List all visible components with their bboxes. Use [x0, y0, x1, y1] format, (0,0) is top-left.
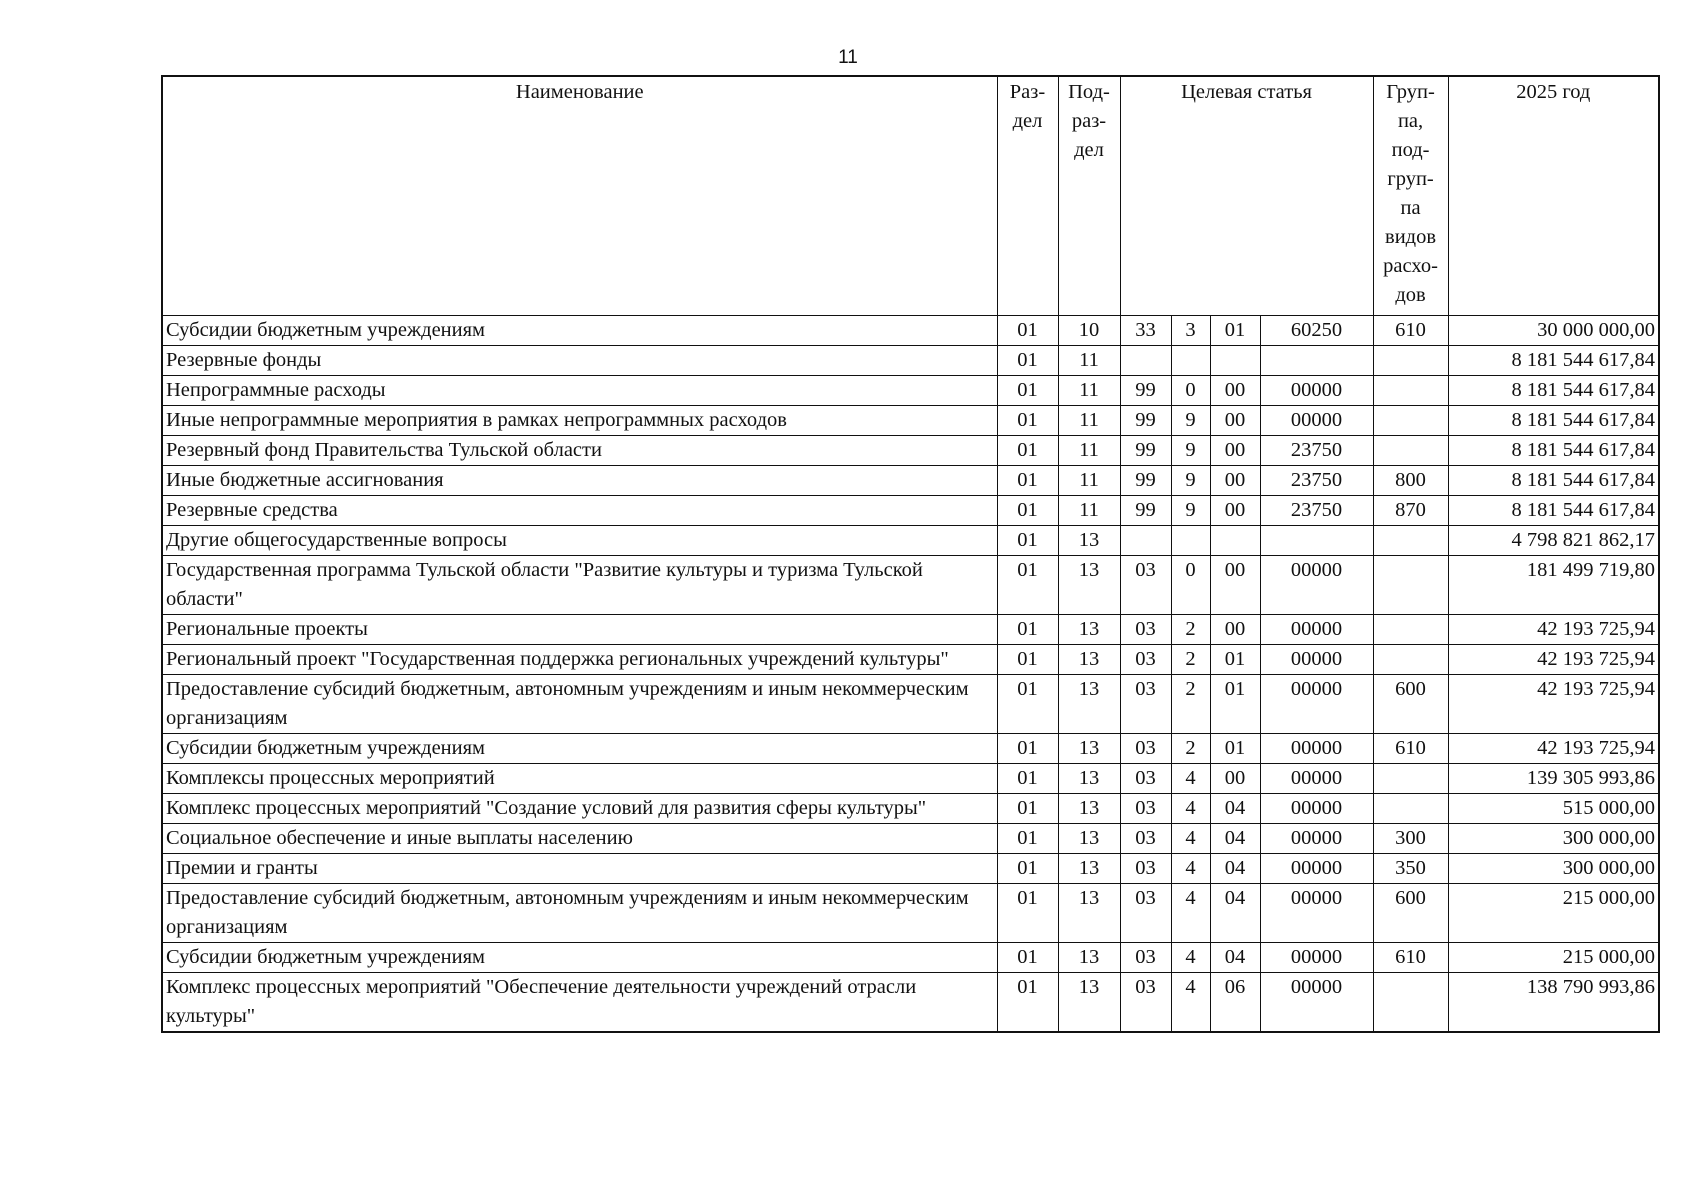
row-name: Резервные фонды [162, 345, 997, 375]
row-target-program: 99 [1120, 405, 1171, 435]
row-podrazdel: 11 [1058, 435, 1120, 465]
row-target-type: 9 [1171, 465, 1210, 495]
row-target-direction: 00000 [1260, 823, 1373, 853]
row-razdel: 01 [997, 674, 1058, 733]
row-name: Социальное обеспечение и иные выплаты населению [162, 823, 997, 853]
row-name: Иные бюджетные ассигнования [162, 465, 997, 495]
row-expense-group [1373, 644, 1448, 674]
table-row [162, 375, 1659, 405]
row-amount: 8 181 544 617,84 [1448, 465, 1659, 495]
row-razdel: 01 [997, 763, 1058, 793]
row-podrazdel: 11 [1058, 375, 1120, 405]
row-podrazdel: 11 [1058, 405, 1120, 435]
row-target-direction: 00000 [1260, 763, 1373, 793]
table-row [162, 345, 1659, 375]
row-razdel: 01 [997, 375, 1058, 405]
table-row [162, 733, 1659, 763]
row-expense-group: 870 [1373, 495, 1448, 525]
row-amount: 4 798 821 862,17 [1448, 525, 1659, 555]
row-razdel: 01 [997, 495, 1058, 525]
row-target-type: 3 [1171, 315, 1210, 345]
row-target-direction: 00000 [1260, 614, 1373, 644]
row-target-type: 4 [1171, 972, 1210, 1032]
row-name: Резервные средства [162, 495, 997, 525]
row-target-direction [1260, 525, 1373, 555]
row-expense-group [1373, 614, 1448, 644]
row-target-subprogram: 01 [1210, 733, 1260, 763]
row-target-direction: 00000 [1260, 942, 1373, 972]
row-expense-group [1373, 555, 1448, 614]
row-podrazdel: 13 [1058, 674, 1120, 733]
table-row [162, 972, 1659, 1032]
header-razdel: Раз- дел [997, 76, 1058, 315]
row-target-direction: 23750 [1260, 435, 1373, 465]
table-header [162, 76, 1659, 315]
row-expense-group [1373, 972, 1448, 1032]
row-target-program: 03 [1120, 614, 1171, 644]
row-target-type: 9 [1171, 435, 1210, 465]
row-expense-group: 600 [1373, 883, 1448, 942]
row-target-program [1120, 525, 1171, 555]
row-expense-group: 350 [1373, 853, 1448, 883]
table-row [162, 435, 1659, 465]
row-target-program: 99 [1120, 375, 1171, 405]
row-expense-group [1373, 793, 1448, 823]
row-podrazdel: 13 [1058, 823, 1120, 853]
row-amount: 30 000 000,00 [1448, 315, 1659, 345]
row-target-subprogram: 00 [1210, 405, 1260, 435]
table-row [162, 883, 1659, 942]
header-expense-group: Груп- па, под- груп- па видов расхо- дов [1373, 76, 1448, 315]
row-amount: 300 000,00 [1448, 823, 1659, 853]
row-podrazdel: 11 [1058, 345, 1120, 375]
row-amount: 515 000,00 [1448, 793, 1659, 823]
row-podrazdel: 13 [1058, 644, 1120, 674]
row-target-program: 99 [1120, 435, 1171, 465]
row-razdel: 01 [997, 644, 1058, 674]
row-target-program: 99 [1120, 495, 1171, 525]
row-expense-group: 800 [1373, 465, 1448, 495]
row-name: Региональный проект "Государственная поддержка региональных учреждений культуры" [162, 644, 997, 674]
table-row [162, 495, 1659, 525]
row-razdel: 01 [997, 972, 1058, 1032]
row-target-type: 9 [1171, 495, 1210, 525]
row-target-subprogram: 04 [1210, 793, 1260, 823]
table-row [162, 405, 1659, 435]
row-expense-group [1373, 763, 1448, 793]
row-target-subprogram: 04 [1210, 823, 1260, 853]
row-name: Резервный фонд Правительства Тульской области [162, 435, 997, 465]
row-razdel: 01 [997, 883, 1058, 942]
row-target-direction: 00000 [1260, 375, 1373, 405]
table-row [162, 465, 1659, 495]
row-razdel: 01 [997, 555, 1058, 614]
row-razdel: 01 [997, 465, 1058, 495]
row-target-subprogram: 00 [1210, 435, 1260, 465]
row-target-subprogram [1210, 525, 1260, 555]
row-target-type [1171, 345, 1210, 375]
row-target-subprogram: 04 [1210, 942, 1260, 972]
header-target-article: Целевая статья [1120, 76, 1373, 315]
row-amount: 8 181 544 617,84 [1448, 375, 1659, 405]
row-podrazdel: 13 [1058, 614, 1120, 644]
row-name: Комплекс процессных мероприятий "Обеспечение деятельности учреждений отрасли культуры" [162, 972, 997, 1032]
row-target-direction: 00000 [1260, 674, 1373, 733]
row-target-direction: 60250 [1260, 315, 1373, 345]
table-row [162, 942, 1659, 972]
page-number: 11 [838, 47, 858, 68]
row-target-subprogram: 04 [1210, 883, 1260, 942]
row-target-program: 03 [1120, 733, 1171, 763]
row-target-program: 03 [1120, 644, 1171, 674]
row-razdel: 01 [997, 942, 1058, 972]
row-target-subprogram: 00 [1210, 614, 1260, 644]
row-amount: 42 193 725,94 [1448, 733, 1659, 763]
row-podrazdel: 13 [1058, 733, 1120, 763]
row-target-program: 03 [1120, 793, 1171, 823]
row-razdel: 01 [997, 733, 1058, 763]
row-expense-group: 610 [1373, 942, 1448, 972]
row-target-program: 03 [1120, 674, 1171, 733]
row-expense-group: 600 [1373, 674, 1448, 733]
row-target-subprogram: 01 [1210, 644, 1260, 674]
row-target-program: 99 [1120, 465, 1171, 495]
row-name: Комплексы процессных мероприятий [162, 763, 997, 793]
row-podrazdel: 13 [1058, 555, 1120, 614]
budget-table [161, 75, 1660, 1033]
row-target-type [1171, 525, 1210, 555]
row-target-subprogram: 04 [1210, 853, 1260, 883]
row-target-program: 33 [1120, 315, 1171, 345]
table-row [162, 525, 1659, 555]
table-row [162, 793, 1659, 823]
row-name: Субсидии бюджетным учреждениям [162, 942, 997, 972]
row-podrazdel: 10 [1058, 315, 1120, 345]
row-target-program: 03 [1120, 823, 1171, 853]
row-razdel: 01 [997, 315, 1058, 345]
row-podrazdel: 13 [1058, 793, 1120, 823]
row-name: Комплекс процессных мероприятий "Создание условий для развития сферы культуры" [162, 793, 997, 823]
row-target-program: 03 [1120, 555, 1171, 614]
row-target-type: 4 [1171, 942, 1210, 972]
row-target-type: 2 [1171, 614, 1210, 644]
row-target-subprogram [1210, 345, 1260, 375]
row-expense-group [1373, 435, 1448, 465]
row-amount: 181 499 719,80 [1448, 555, 1659, 614]
row-podrazdel: 13 [1058, 525, 1120, 555]
row-razdel: 01 [997, 525, 1058, 555]
row-razdel: 01 [997, 405, 1058, 435]
header-podrazdel: Под- раз- дел [1058, 76, 1120, 315]
row-target-subprogram: 00 [1210, 465, 1260, 495]
row-expense-group [1373, 345, 1448, 375]
row-amount: 215 000,00 [1448, 883, 1659, 942]
row-podrazdel: 13 [1058, 972, 1120, 1032]
row-name: Субсидии бюджетным учреждениям [162, 733, 997, 763]
row-name: Предоставление субсидий бюджетным, автономным учреждениям и иным некоммерческим организациям [162, 674, 997, 733]
row-amount: 138 790 993,86 [1448, 972, 1659, 1032]
row-razdel: 01 [997, 435, 1058, 465]
row-target-type: 2 [1171, 644, 1210, 674]
table-row [162, 853, 1659, 883]
row-razdel: 01 [997, 793, 1058, 823]
row-name: Субсидии бюджетным учреждениям [162, 315, 997, 345]
row-target-subprogram: 00 [1210, 555, 1260, 614]
row-target-direction: 00000 [1260, 733, 1373, 763]
row-target-subprogram: 00 [1210, 763, 1260, 793]
row-razdel: 01 [997, 614, 1058, 644]
row-target-subprogram: 06 [1210, 972, 1260, 1032]
row-amount: 139 305 993,86 [1448, 763, 1659, 793]
row-amount: 42 193 725,94 [1448, 674, 1659, 733]
row-name: Непрограммные расходы [162, 375, 997, 405]
row-target-type: 0 [1171, 555, 1210, 614]
row-target-program: 03 [1120, 942, 1171, 972]
row-podrazdel: 11 [1058, 465, 1120, 495]
row-podrazdel: 11 [1058, 495, 1120, 525]
row-target-program [1120, 345, 1171, 375]
row-name: Другие общегосударственные вопросы [162, 525, 997, 555]
row-target-direction: 00000 [1260, 883, 1373, 942]
row-target-subprogram: 00 [1210, 375, 1260, 405]
row-podrazdel: 13 [1058, 883, 1120, 942]
row-name: Иные непрограммные мероприятия в рамках непрограммных расходов [162, 405, 997, 435]
row-target-program: 03 [1120, 853, 1171, 883]
row-expense-group [1373, 405, 1448, 435]
row-razdel: 01 [997, 823, 1058, 853]
row-target-direction: 23750 [1260, 495, 1373, 525]
row-podrazdel: 13 [1058, 942, 1120, 972]
row-target-direction: 00000 [1260, 793, 1373, 823]
row-amount: 8 181 544 617,84 [1448, 435, 1659, 465]
row-razdel: 01 [997, 345, 1058, 375]
row-target-direction: 00000 [1260, 644, 1373, 674]
row-amount: 8 181 544 617,84 [1448, 405, 1659, 435]
row-target-direction: 00000 [1260, 972, 1373, 1032]
row-amount: 8 181 544 617,84 [1448, 345, 1659, 375]
row-expense-group [1373, 375, 1448, 405]
row-expense-group: 300 [1373, 823, 1448, 853]
row-name: Предоставление субсидий бюджетным, автономным учреждениям и иным некоммерческим организациям [162, 883, 997, 942]
row-amount: 300 000,00 [1448, 853, 1659, 883]
row-target-type: 0 [1171, 375, 1210, 405]
row-target-direction: 23750 [1260, 465, 1373, 495]
row-podrazdel: 13 [1058, 853, 1120, 883]
row-amount: 215 000,00 [1448, 942, 1659, 972]
row-target-type: 9 [1171, 405, 1210, 435]
table-row [162, 614, 1659, 644]
row-target-program: 03 [1120, 763, 1171, 793]
row-target-program: 03 [1120, 972, 1171, 1032]
row-name: Государственная программа Тульской области "Развитие культуры и туризма Тульской области" [162, 555, 997, 614]
table-row [162, 555, 1659, 614]
header-name: Наименование [162, 76, 997, 315]
table-body [162, 315, 1659, 1032]
table-row [162, 315, 1659, 345]
row-target-subprogram: 00 [1210, 495, 1260, 525]
row-name: Премии и гранты [162, 853, 997, 883]
row-amount: 42 193 725,94 [1448, 644, 1659, 674]
row-target-type: 2 [1171, 733, 1210, 763]
row-target-direction [1260, 345, 1373, 375]
row-expense-group: 610 [1373, 733, 1448, 763]
row-razdel: 01 [997, 853, 1058, 883]
row-target-type: 4 [1171, 793, 1210, 823]
table-row [162, 763, 1659, 793]
table-row [162, 644, 1659, 674]
table-row [162, 823, 1659, 853]
row-target-type: 4 [1171, 823, 1210, 853]
row-target-program: 03 [1120, 883, 1171, 942]
row-target-direction: 00000 [1260, 405, 1373, 435]
row-target-subprogram: 01 [1210, 674, 1260, 733]
row-podrazdel: 13 [1058, 763, 1120, 793]
row-target-direction: 00000 [1260, 555, 1373, 614]
row-target-subprogram: 01 [1210, 315, 1260, 345]
row-target-type: 4 [1171, 883, 1210, 942]
table-row [162, 674, 1659, 733]
row-expense-group: 610 [1373, 315, 1448, 345]
row-expense-group [1373, 525, 1448, 555]
row-amount: 42 193 725,94 [1448, 614, 1659, 644]
row-target-type: 4 [1171, 853, 1210, 883]
header-year-2025: 2025 год [1448, 76, 1659, 315]
row-name: Региональные проекты [162, 614, 997, 644]
row-target-direction: 00000 [1260, 853, 1373, 883]
row-target-type: 4 [1171, 763, 1210, 793]
row-amount: 8 181 544 617,84 [1448, 495, 1659, 525]
row-target-type: 2 [1171, 674, 1210, 733]
